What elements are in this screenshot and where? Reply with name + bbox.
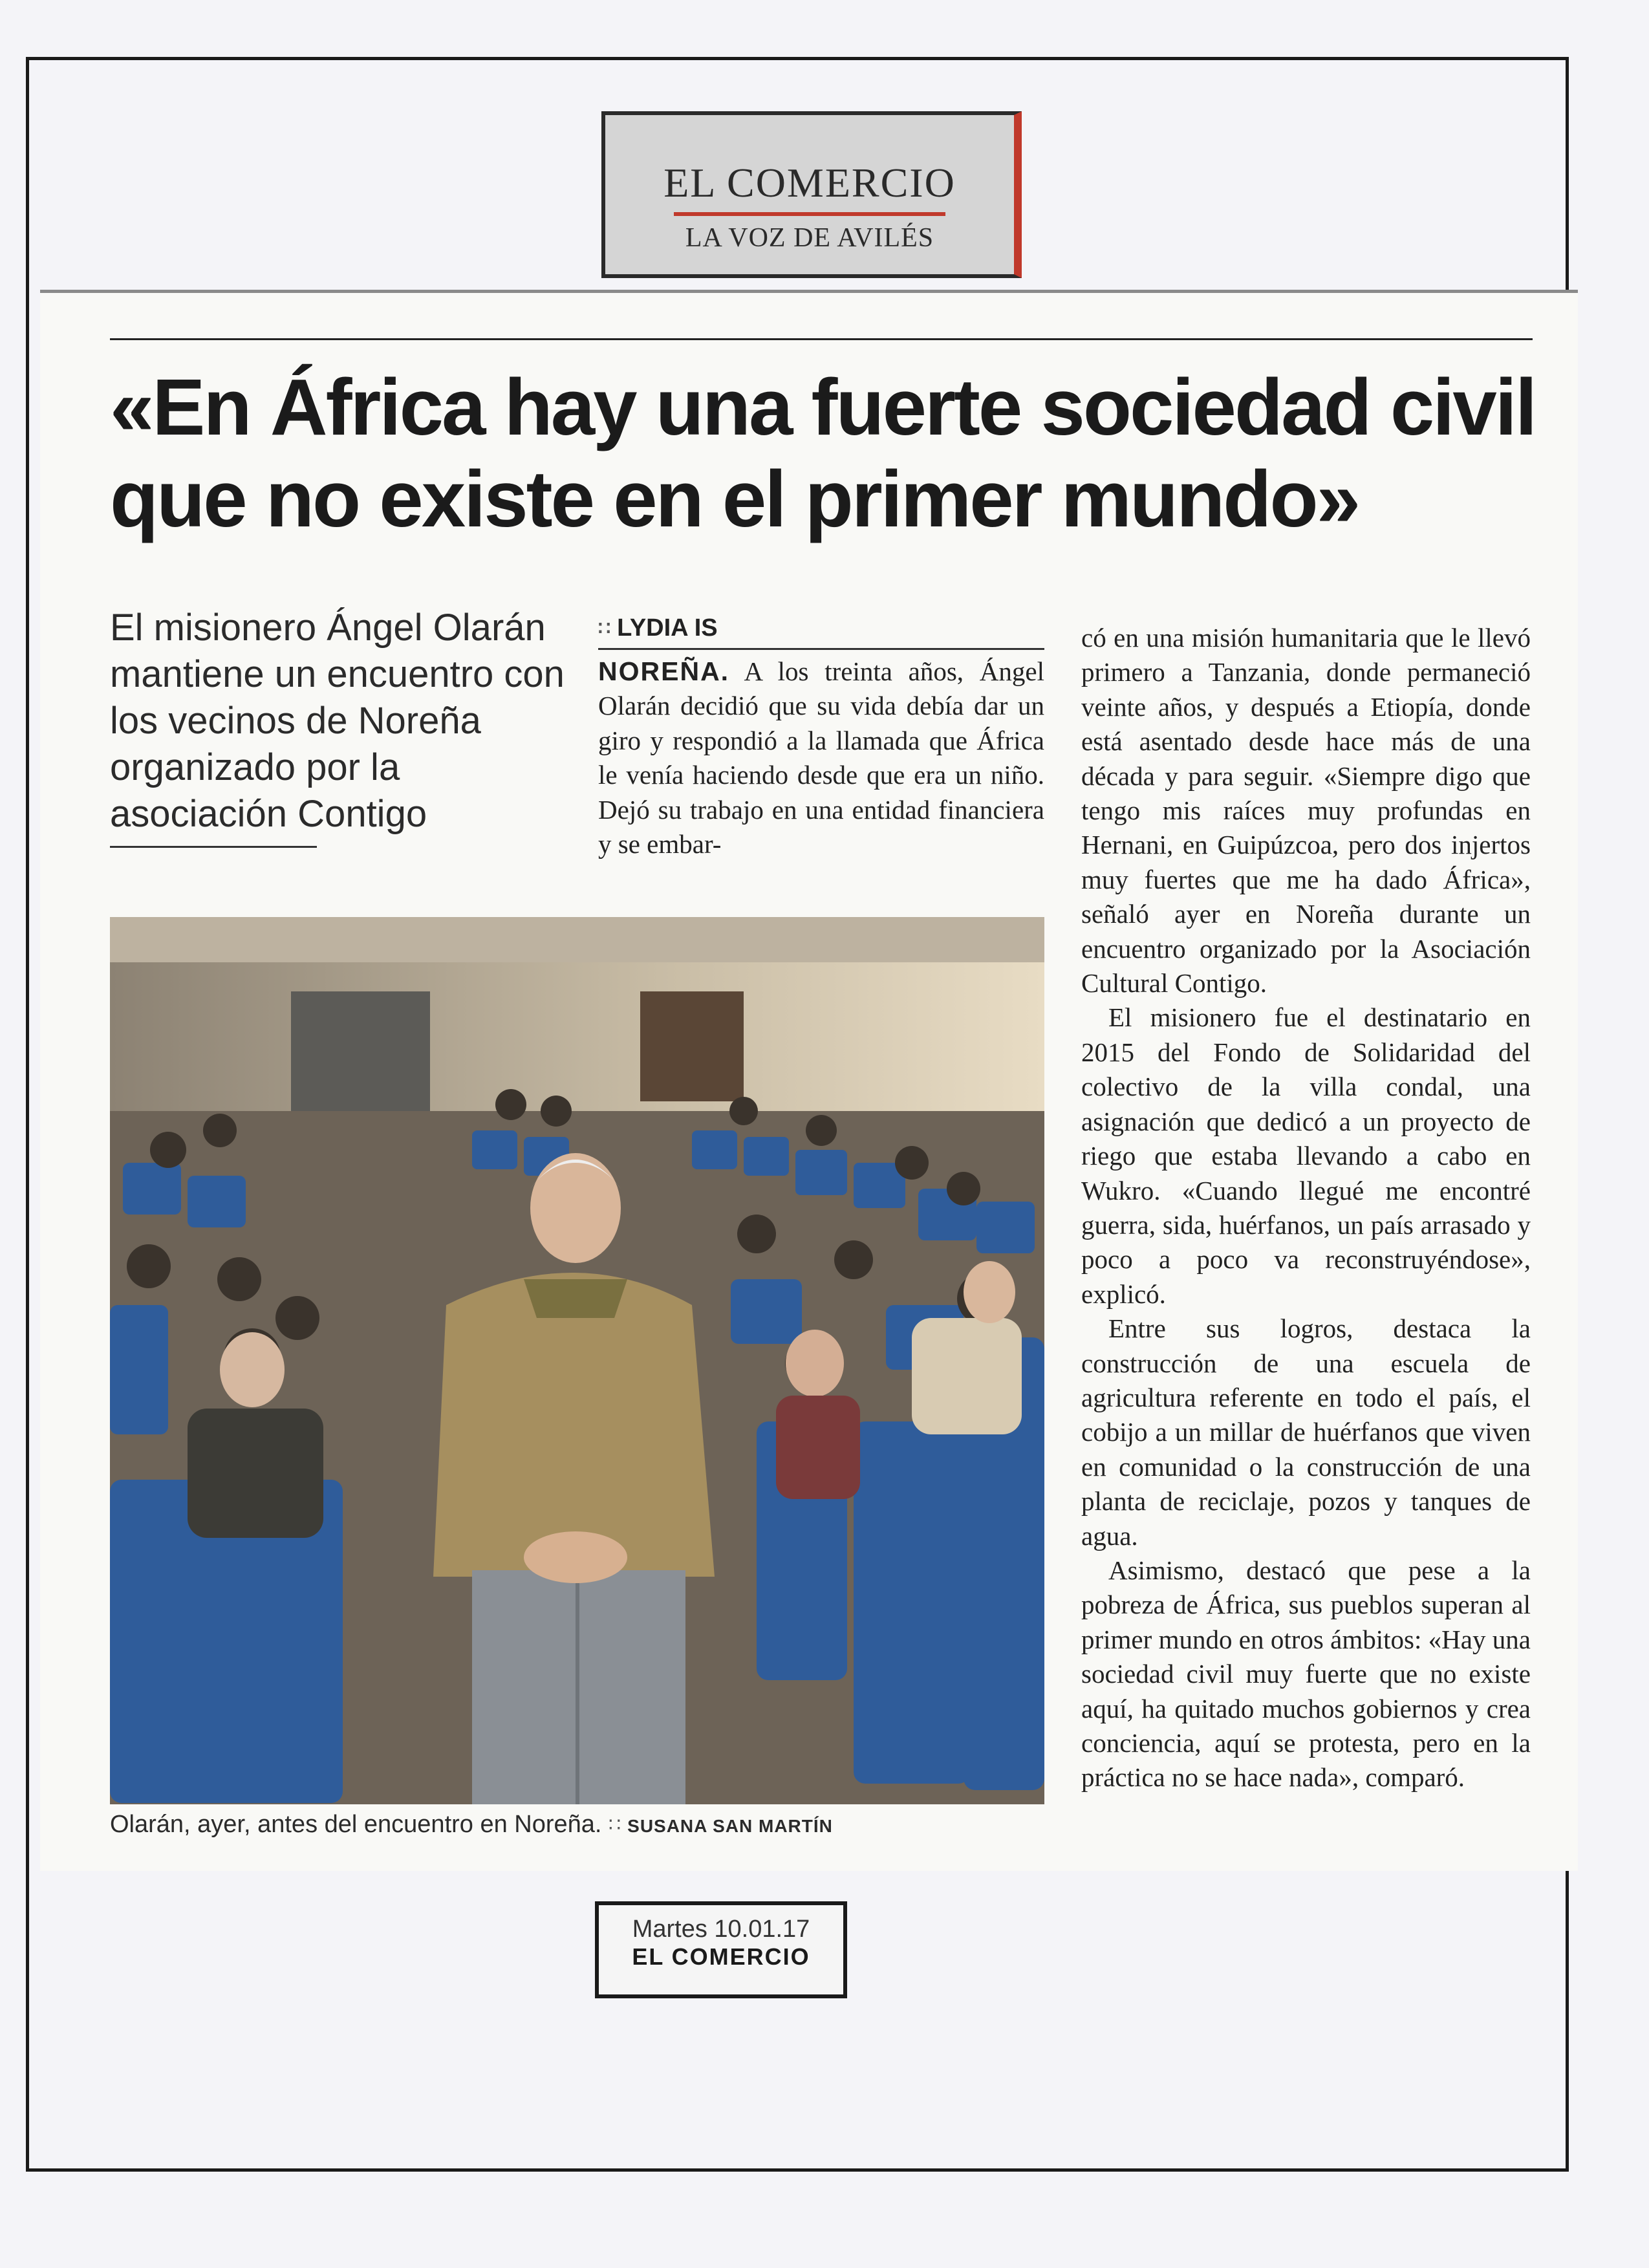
subheadline: El misionero Ángel Olarán mantiene un encuentro con los vecinos de Noreña organizado por la asociación Contigo: [110, 607, 565, 835]
headline-line-2: que no existe en el primer mundo»: [110, 455, 1359, 544]
paragraph: El misionero fue el destinatario en 2015 del Fondo de Solidaridad del colectivo de la villa condal, una asignación que dedicó a un proyecto de riego que estaba llevando a cabo en Wukro. «Cuando llegué me encontré guerra, sida, huérfanos, un país arrasado y poco a poco va reconstruyéndose», explicó.: [1081, 1002, 1531, 1309]
article-column-right: [1081, 621, 1531, 1795]
headline-line-1: «En África hay una fuerte sociedad civil: [110, 363, 1536, 452]
byline: [598, 614, 1044, 650]
paragraph: có en una misión humanitaria que le llevó primero a Tanzania, donde permaneció veinte años, y después a Etiopía, donde está asentado desde hace más de una década y para seguir. «Siempre digo que tengo mis raíces muy profundas en Hernani, en Guipúzcoa, pero dos injertos muy fuertes que me ha dado África», señaló ayer en Noreña durante un encuentro organizado por la Asociación Cultural Contigo.: [1081, 623, 1531, 999]
headline: [110, 362, 1546, 546]
top-divider: [110, 338, 1533, 340]
dateline: NOREÑA.: [598, 656, 730, 686]
article-photo: [110, 917, 1044, 1804]
masthead-rule: [674, 212, 945, 216]
subhead-divider: [110, 846, 317, 848]
masthead-logo: [601, 111, 1022, 278]
paragraph: [598, 654, 1044, 861]
paragraph-text: A los treinta años, Ángel Olarán decidió que su vida debía dar un giro y respondió a la llamada que África le venía haciendo desde que era un niño. Dejó su trabajo en una entidad financiera y se embar-: [598, 656, 1044, 859]
stamp-paper: EL COMERCIO: [632, 1943, 810, 1970]
stamp-date: Martes 10.01.17: [632, 1916, 810, 1943]
paragraph: Asimismo, destacó que pese a la pobreza de África, sus pueblos superan al primer mundo en otros ámbitos: «Hay una sociedad civil muy fuerte que no existe aquí, ha quitado muchos gobiernos y crea conciencia, aquí se protesta, pero en la práctica no se hace nada», comparó.: [1081, 1555, 1531, 1793]
date-stamp: [595, 1901, 847, 1998]
audience-photo-illustration: [110, 917, 1044, 1804]
bullet-icon: ∷: [609, 1815, 621, 1837]
masthead-subtitle: LA VOZ DE AVILÉS: [685, 223, 934, 253]
bullet-icon: ∷: [598, 618, 611, 640]
article-column-middle: [598, 654, 1044, 861]
paragraph: Entre sus logros, destaca la construcción de una escuela de agricultura referente en todo el país, el cobijo a un millar de huérfanos que viven en comunidad o la construcción de una planta de reciclaje, pozos y tanques de agua.: [1081, 1313, 1531, 1551]
byline-author: LYDIA IS: [617, 614, 718, 642]
caption-text: Olarán, ayer, antes del encuentro en Noreña.: [110, 1811, 602, 1838]
masthead-name: EL COMERCIO: [663, 160, 956, 206]
photo-caption: [110, 1811, 1044, 1839]
photo-credit: SUSANA SAN MARTÍN: [627, 1816, 833, 1836]
